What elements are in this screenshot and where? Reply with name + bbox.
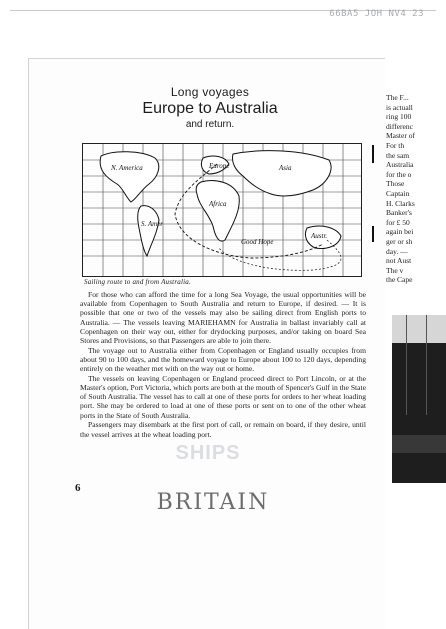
paragraph-2: The voyage out to Australia either from Copenhagen or England usually occupies from about 90 to 100 days, and the homeward voyage to Europe about 100 to 120 days, depending entirely on the weather met with on the way out or home. [80,345,366,374]
heading-line-3: and return. [185,119,235,130]
label-africa: Africa [209,200,227,208]
adjacent-column-line: the Cape [386,275,413,285]
label-europe: Europe [209,162,230,170]
world-route-map [82,143,362,277]
adjacent-page-photo [392,315,446,483]
adjacent-column-line: day. — [386,246,408,256]
adjacent-column-line: for the o [386,169,412,179]
photo-sky [392,315,446,343]
adjacent-column-line: differenc [386,121,413,131]
adjacent-column-line: for £ 50 [386,217,410,227]
africa-shape [196,181,239,242]
photo-mast [426,315,427,415]
north-america-shape [100,152,159,202]
adjacent-column-line: The F... [386,93,409,102]
article-body [80,290,366,439]
watermark-wordmark: BRITAIN [156,490,270,515]
adjacent-column-line: H. Clarks [386,198,415,208]
column-rule-2 [372,226,374,242]
map-graphic [83,144,361,276]
page-heading [100,85,320,130]
adjacent-page-column [386,93,446,285]
asia-shape [232,151,331,196]
adjacent-column-line: Master of [386,131,415,141]
adjacent-column-line: The v [386,265,404,275]
label-australia: Austr. [311,232,328,240]
archive-stamp-top: 66BA5 JOH NV4 23 [329,9,424,19]
adjacent-column-line: the sam [386,150,410,160]
label-north-america: N. America [111,164,143,172]
adjacent-column-line: Captain [386,188,410,198]
photo-mast [406,315,407,415]
column-rule-1 [372,145,374,163]
page-number: 6 [75,482,81,494]
adjacent-column-line: is actuall [386,102,413,112]
watermark-ghost-text: SHIPS [175,442,241,464]
paragraph-3: The vessels on leaving Copenhagen or England proceed direct to Port Lincoln, or at the Master's option, Port Victoria, which ports are both at the mouth of Spencer's Gulf in the State of South Australia. The vessel has to call at one of these ports for orders to her wheat loading port. She may be ordered to load at one of these ports or sent on to one of the other wheat ports in the State of South Australia. [80,373,367,420]
map-caption: Sailing route to and from Australia. [84,278,191,286]
adjacent-column-line: For th [386,140,405,150]
label-south-america: S. Amer [141,220,164,228]
paragraph-4: Passengers may disembark at the first port of call, or remain on board, if they desire, until the vessel arrives at the wheat loading port. [80,420,366,439]
adjacent-column-line: ger or sh [386,236,413,246]
adjacent-column-line: Those [386,179,405,189]
label-good-hope: Good Hope [241,238,274,246]
adjacent-column-line: again bei [386,227,414,237]
adjacent-column-line: not Aust [386,256,412,266]
label-asia: Asia [279,164,292,172]
adjacent-column-line: ring 100 [386,112,412,122]
adjacent-column-line: Australia [386,160,414,170]
paragraph-1: For those who can afford the time for a long Sea Voyage, the usual opportunities will be available from Copenhagen to South Australia and return to Europe, if desired. — It is possible that one or two of the vessels may also be sailing direct from English ports to Australia. — The vessels leaving MARIEHAMN for Australia in ballast invariably call at Copenhagen on their way out, either for drydocking purposes, and/or taking on board Sea Stores and Provisions, so that Passengers are able to join there. [80,290,366,346]
photo-deck [392,435,446,453]
heading-line-2: Europe to Australia [142,100,278,117]
adjacent-column-line: Banker's [386,208,412,218]
south-america-shape [138,206,159,256]
heading-line-1: Long voyages [170,85,250,99]
